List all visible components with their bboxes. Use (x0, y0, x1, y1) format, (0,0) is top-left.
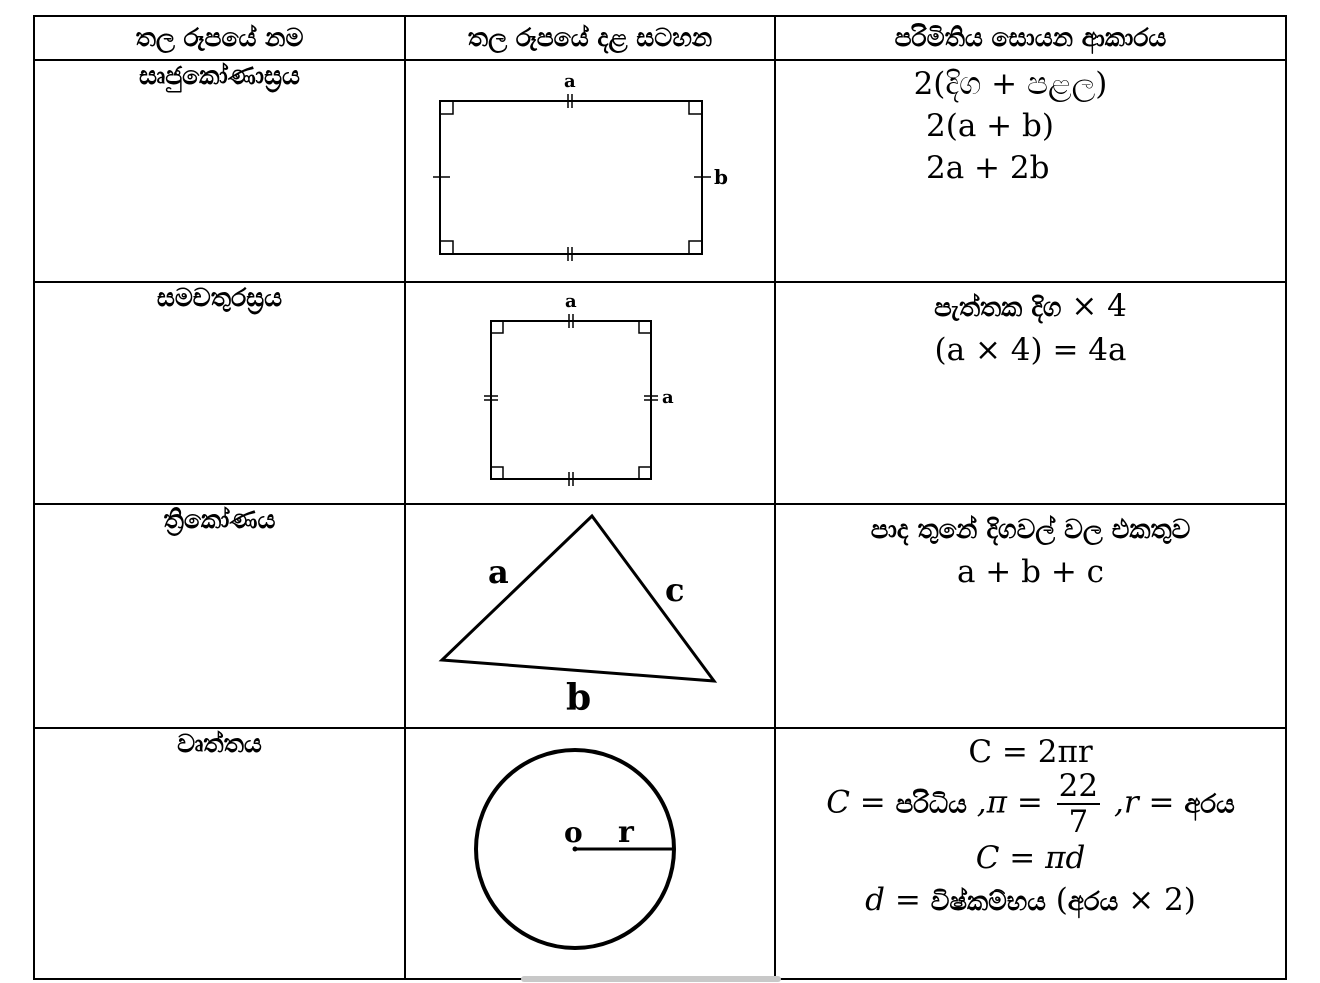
formula-triangle (775, 504, 1286, 728)
header-name: තල රූපයේ නම (34, 16, 405, 60)
fraction-numerator: 22 (1058, 768, 1099, 804)
formula-circle-ara2: අරය (1067, 887, 1119, 917)
formula-circle-ara: අරය (1184, 789, 1235, 820)
label-a-right: a (662, 387, 674, 408)
formula-circle-vish: විෂ්කම්භය (930, 887, 1046, 917)
formula-circle-line1: C = 2πr (968, 734, 1093, 770)
header-formula: පරිමිතිය සොයන ආකාරය (775, 16, 1286, 60)
triangle-figure (406, 505, 774, 723)
perimeter-table (33, 15, 1287, 980)
formula-circle-pari: පරිධිය (895, 789, 967, 820)
shape-name-square: සමචතුරස්‍රය (34, 282, 405, 504)
label-o: o (564, 816, 583, 849)
formula-square-line1-rest: × 4 (1061, 288, 1127, 324)
label-a-top: a (565, 291, 577, 312)
row-triangle (34, 504, 1286, 728)
formula-square-line2: (a × 4) = 4a (934, 332, 1127, 368)
label-a: a (488, 553, 509, 591)
formula-circle-r: ,r = (1104, 784, 1185, 821)
formula-rect-line3: 2a + 2b (926, 150, 1050, 186)
diagram-triangle (405, 504, 775, 728)
formula-circle-pi: ,π = (966, 784, 1053, 821)
label-r: r (618, 815, 634, 850)
label-a: a (564, 71, 576, 92)
square-figure (406, 283, 774, 501)
formula-circle-close: × 2) (1118, 882, 1196, 918)
formula-square-line1-text: පැත්තක දිග (934, 293, 1062, 323)
diagram-rectangle (405, 60, 775, 282)
header-row (34, 16, 1286, 60)
formula-circle-open: ( (1045, 882, 1068, 918)
formula-rect-line2: 2(a + b) (926, 108, 1054, 144)
circle-figure (406, 729, 774, 976)
row-square (34, 282, 1286, 504)
formula-circle (775, 728, 1286, 979)
row-circle (34, 728, 1286, 979)
shape-name-circle: වෘත්තය (34, 728, 405, 979)
formula-circle-line3: C = πd (975, 840, 1086, 876)
formula-rectangle (775, 60, 1286, 282)
shape-name-triangle: ත්‍රිකෝණය (34, 504, 405, 728)
formula-circle-d: d = (865, 882, 931, 918)
fraction-22-7 (1057, 769, 1100, 839)
formula-rect-line1: 2(දිග + පළල) (913, 66, 1108, 102)
horizontal-scrollbar[interactable] (521, 976, 781, 982)
row-rectangle (34, 60, 1286, 282)
diagram-circle (405, 728, 775, 979)
diagram-square (405, 282, 775, 504)
shape-name-rectangle: සෘජුකෝණාස්‍රය (34, 60, 405, 282)
formula-triangle-line1: පාද තුනේ දිගවල් වල එකතුව (870, 515, 1191, 545)
header-diagram: තල රූපයේ දළ සටහන (405, 16, 775, 60)
label-b: b (714, 165, 728, 189)
rectangle-figure (406, 61, 774, 279)
fraction-denominator: 7 (1068, 804, 1089, 840)
label-c: c (665, 571, 685, 609)
formula-square (775, 282, 1286, 504)
formula-triangle-line2: a + b + c (956, 554, 1105, 590)
formula-circle-c: C = (826, 784, 896, 821)
label-b: b (566, 677, 592, 719)
